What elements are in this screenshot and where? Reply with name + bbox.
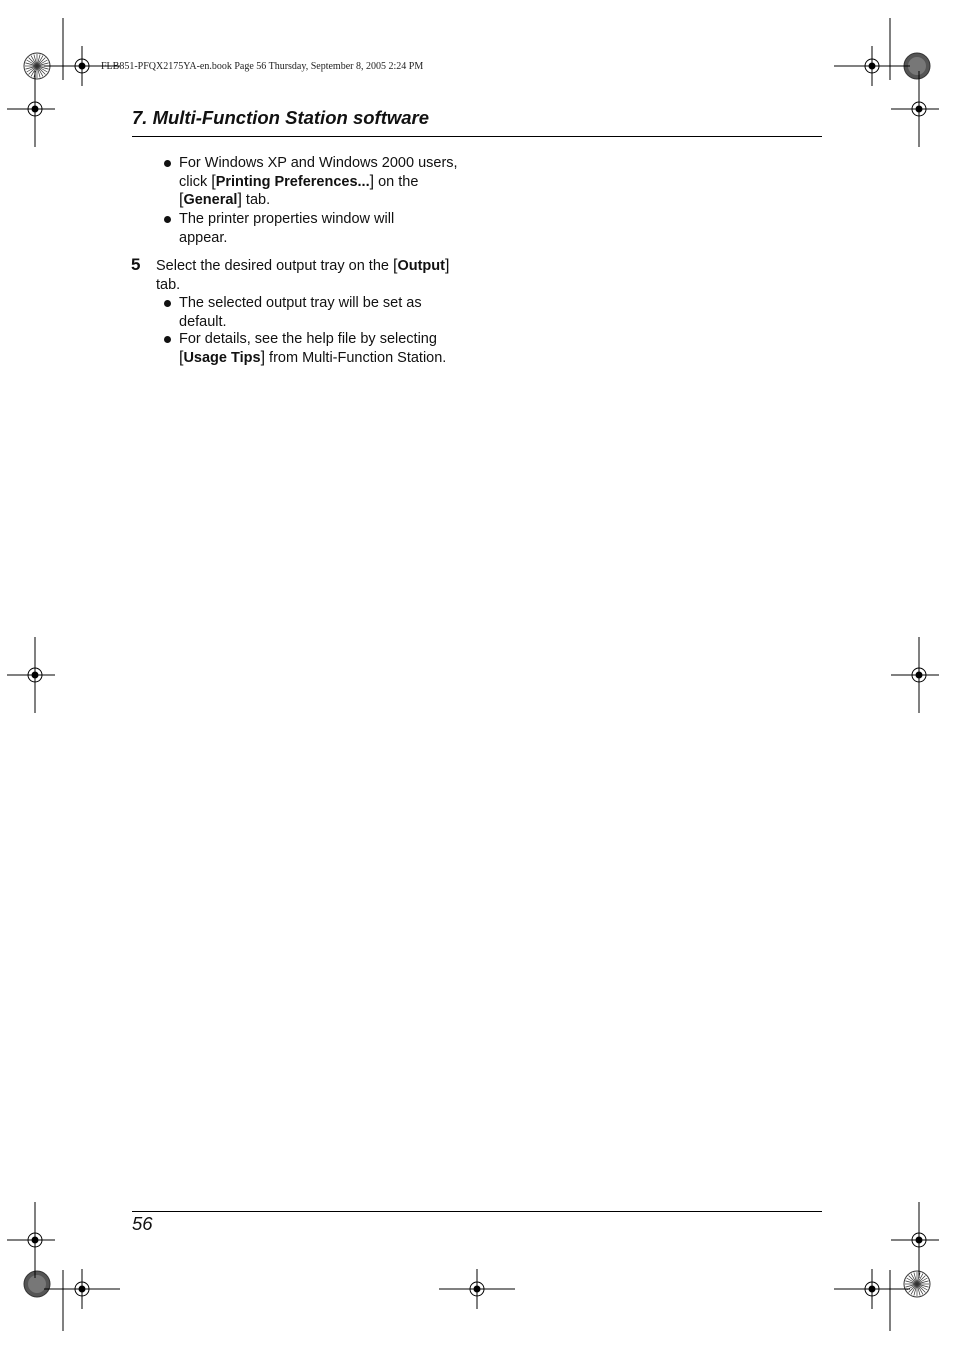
- text-run: on the: [374, 173, 419, 190]
- registration-mark-icon: [44, 1269, 120, 1309]
- registration-mark-icon: [834, 46, 910, 86]
- registration-mark-icon: [7, 71, 55, 147]
- printing-preferences-button-ref: [Printing Preferences...]: [211, 172, 375, 190]
- button-label: General: [183, 192, 238, 209]
- registration-mark-icon: [891, 637, 939, 713]
- general-tab-ref: [General]: [179, 191, 242, 209]
- text-run: tab.: [156, 276, 181, 293]
- usage-tips-button-ref: [Usage Tips]: [179, 348, 266, 366]
- registration-mark-icon: [891, 1202, 939, 1278]
- output-tab-ref: [Output]: [392, 257, 450, 274]
- registration-mark-icon: [439, 1269, 515, 1309]
- registration-mark-icon: [7, 637, 55, 713]
- bullet-text: The printer properties window will appear.: [179, 211, 395, 246]
- print-job-info: FLB851-PFQX2175YA-en.book Page 56 Thursday, September 8, 2005 2:24 PM: [101, 61, 424, 72]
- button-label: Printing Preferences...: [215, 173, 370, 190]
- bullet-text: The selected output tray will be set as default.: [179, 295, 422, 330]
- text-run: For details, see the help file by selecting: [179, 331, 437, 347]
- page-number: 56: [132, 1213, 153, 1234]
- step-number: 5: [131, 255, 141, 274]
- button-label: Usage Tips: [183, 349, 261, 366]
- text-run: Select the desired output tray on the: [156, 258, 393, 274]
- text-run: tab.: [241, 192, 271, 209]
- text-run: from Multi-Function Station.: [265, 349, 447, 366]
- registration-mark-icon: [834, 1269, 910, 1309]
- section-heading: 7. Multi-Function Station software: [132, 107, 430, 128]
- registration-mark-icon: [891, 71, 939, 147]
- registration-mark-icon: [7, 1202, 55, 1278]
- button-label: Output: [397, 258, 445, 274]
- registration-mark-icon: [44, 46, 120, 86]
- text-run: For Windows XP and Windows 2000 users, click: [179, 155, 458, 190]
